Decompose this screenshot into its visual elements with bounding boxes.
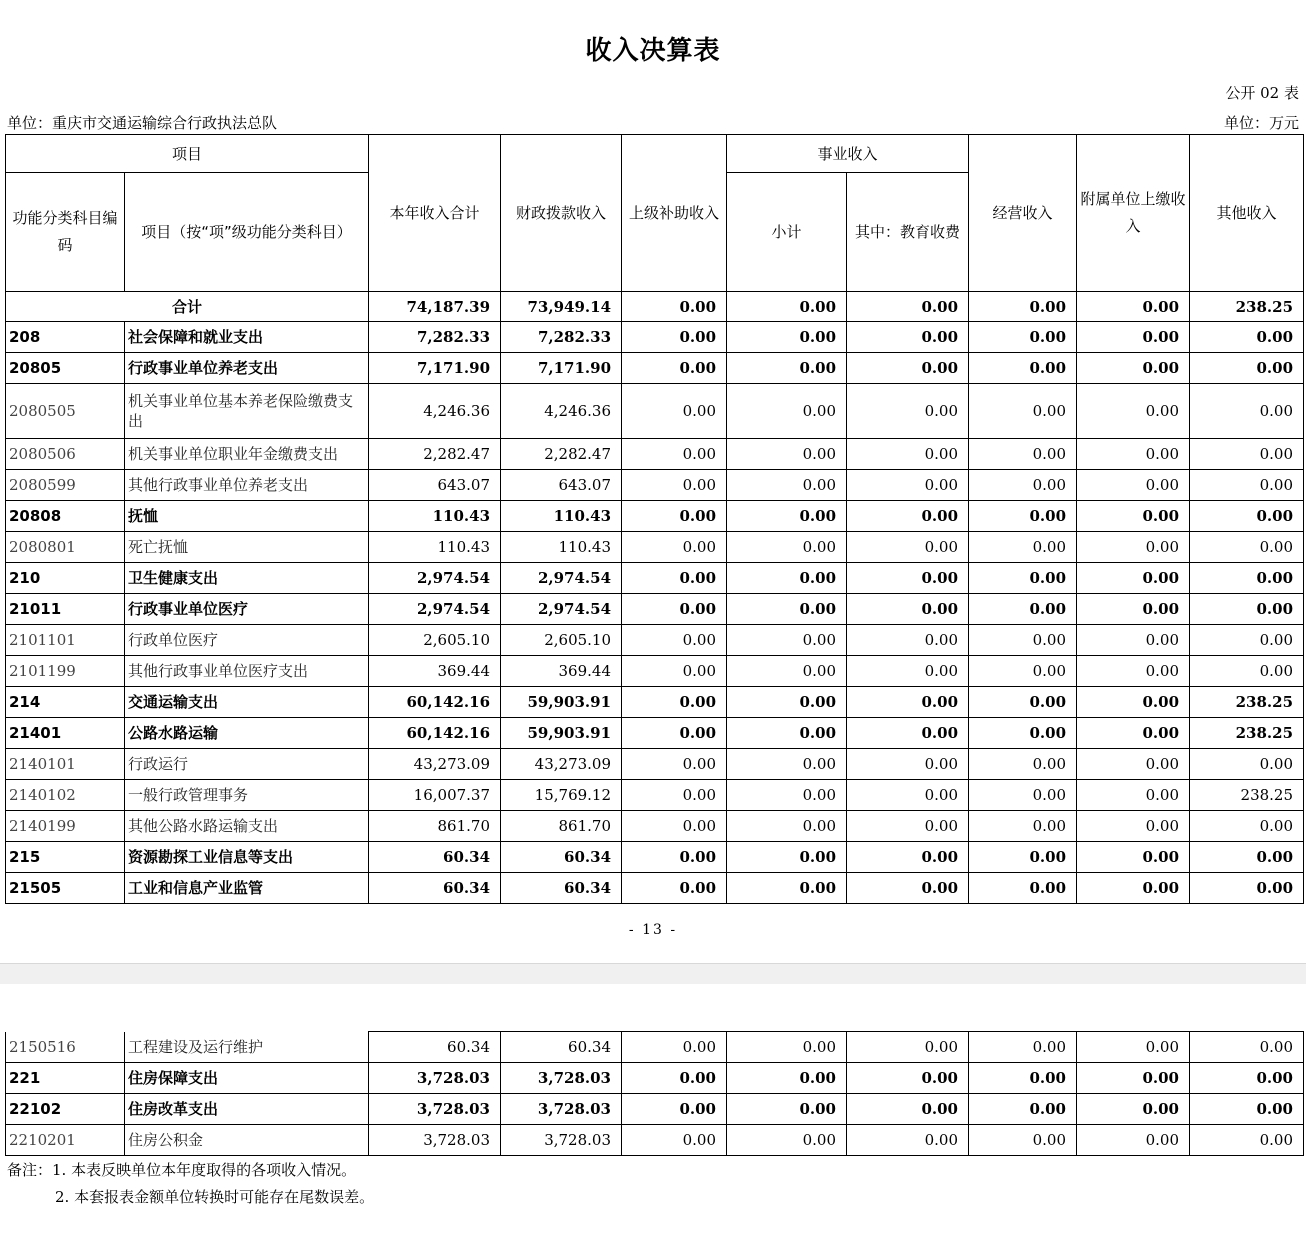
row-name: 公路水路运输 <box>125 718 369 749</box>
table-row <box>6 532 1304 563</box>
row-name: 行政事业单位养老支出 <box>125 353 369 384</box>
row-value: 0.00 <box>1190 1125 1304 1156</box>
row-value: 59,903.91 <box>501 687 622 718</box>
row-name: 工业和信息产业监管 <box>125 873 369 904</box>
row-value: 0.00 <box>969 322 1077 353</box>
row-code: 214 <box>6 687 125 718</box>
row-value: 0.00 <box>727 1063 847 1094</box>
sum-value: 0.00 <box>622 292 727 322</box>
row-name: 抚恤 <box>125 501 369 532</box>
row-value: 7,282.33 <box>501 322 622 353</box>
row-value: 0.00 <box>1190 563 1304 594</box>
row-value: 238.25 <box>1190 718 1304 749</box>
row-value: 0.00 <box>1077 384 1190 439</box>
row-value: 43,273.09 <box>369 749 501 780</box>
row-code: 221 <box>6 1063 125 1094</box>
row-code: 2101101 <box>6 625 125 656</box>
row-value: 0.00 <box>727 322 847 353</box>
table-row <box>6 718 1304 749</box>
row-value: 0.00 <box>727 1094 847 1125</box>
table-row <box>6 470 1304 501</box>
row-value: 0.00 <box>1077 687 1190 718</box>
row-value: 0.00 <box>1077 1125 1190 1156</box>
row-value: 3,728.03 <box>369 1125 501 1156</box>
row-value: 0.00 <box>622 873 727 904</box>
row-value: 4,246.36 <box>369 384 501 439</box>
row-value: 0.00 <box>969 594 1077 625</box>
unit-currency: 单位：万元 <box>1223 114 1299 132</box>
table-body-page-2 <box>6 1032 1304 1156</box>
row-value: 0.00 <box>847 501 969 532</box>
row-value: 0.00 <box>847 749 969 780</box>
row-value: 0.00 <box>1077 1063 1190 1094</box>
row-value: 0.00 <box>847 1094 969 1125</box>
row-value: 60.34 <box>501 842 622 873</box>
row-value: 0.00 <box>1190 873 1304 904</box>
sum-value: 0.00 <box>847 292 969 322</box>
table-row <box>6 1032 1304 1063</box>
row-value: 0.00 <box>727 353 847 384</box>
row-value: 0.00 <box>622 1094 727 1125</box>
row-value: 43,273.09 <box>501 749 622 780</box>
row-name: 机关事业单位职业年金缴费支出 <box>125 439 369 470</box>
table-row <box>6 322 1304 353</box>
row-value: 4,246.36 <box>501 384 622 439</box>
row-value: 861.70 <box>501 811 622 842</box>
header-operating: 经营收入 <box>969 135 1077 292</box>
row-value: 3,728.03 <box>369 1094 501 1125</box>
row-name: 交通运输支出 <box>125 687 369 718</box>
header-edu: 其中：教育收费 <box>847 173 969 292</box>
income-table-page-1 <box>5 134 1304 904</box>
row-value: 0.00 <box>1077 594 1190 625</box>
row-value: 0.00 <box>622 594 727 625</box>
row-value: 0.00 <box>622 718 727 749</box>
row-value: 60.34 <box>369 1032 501 1063</box>
header-total: 本年收入合计 <box>369 135 501 292</box>
row-name: 机关事业单位基本养老保险缴费支出 <box>125 384 369 439</box>
page-title: 收入决算表 <box>585 36 721 66</box>
row-name: 行政事业单位医疗 <box>125 594 369 625</box>
row-value: 2,974.54 <box>369 563 501 594</box>
row-value: 2,282.47 <box>369 439 501 470</box>
row-value: 0.00 <box>1077 625 1190 656</box>
row-value: 110.43 <box>501 532 622 563</box>
row-value: 0.00 <box>622 384 727 439</box>
row-value: 238.25 <box>1190 687 1304 718</box>
row-value: 0.00 <box>847 656 969 687</box>
table-row <box>6 780 1304 811</box>
row-value: 0.00 <box>622 656 727 687</box>
row-code: 21011 <box>6 594 125 625</box>
row-value: 369.44 <box>369 656 501 687</box>
row-code: 2080506 <box>6 439 125 470</box>
row-name: 资源勘探工业信息等支出 <box>125 842 369 873</box>
row-value: 0.00 <box>727 594 847 625</box>
table-row <box>6 563 1304 594</box>
row-value: 369.44 <box>501 656 622 687</box>
row-value: 3,728.03 <box>501 1125 622 1156</box>
row-code: 2101199 <box>6 656 125 687</box>
row-value: 110.43 <box>501 501 622 532</box>
row-value: 0.00 <box>969 470 1077 501</box>
form-number: 公开 02 表 <box>1225 84 1299 102</box>
table-row <box>6 1063 1304 1094</box>
row-value: 0.00 <box>727 625 847 656</box>
row-value: 0.00 <box>1190 532 1304 563</box>
row-value: 2,974.54 <box>501 594 622 625</box>
header-affiliated: 附属单位上缴收入 <box>1077 135 1190 292</box>
row-value: 0.00 <box>1190 1032 1304 1063</box>
row-value: 0.00 <box>1077 842 1190 873</box>
row-code: 2080599 <box>6 470 125 501</box>
row-value: 0.00 <box>1190 501 1304 532</box>
row-value: 0.00 <box>622 532 727 563</box>
header-other: 其他收入 <box>1190 135 1304 292</box>
row-value: 0.00 <box>1077 470 1190 501</box>
row-value: 0.00 <box>622 470 727 501</box>
row-value: 0.00 <box>622 1125 727 1156</box>
row-value: 643.07 <box>369 470 501 501</box>
row-code: 215 <box>6 842 125 873</box>
row-value: 0.00 <box>1077 749 1190 780</box>
row-value: 0.00 <box>622 811 727 842</box>
row-value: 0.00 <box>727 532 847 563</box>
row-value: 60,142.16 <box>369 718 501 749</box>
row-value: 0.00 <box>969 384 1077 439</box>
row-value: 0.00 <box>969 353 1077 384</box>
row-name: 住房保障支出 <box>125 1063 369 1094</box>
row-value: 0.00 <box>1190 1063 1304 1094</box>
row-value: 60.34 <box>501 1032 622 1063</box>
row-value: 0.00 <box>1190 656 1304 687</box>
income-table-page-2 <box>5 1031 1304 1156</box>
row-value: 0.00 <box>622 563 727 594</box>
row-value: 0.00 <box>1190 625 1304 656</box>
row-value: 0.00 <box>969 873 1077 904</box>
row-value: 0.00 <box>1077 811 1190 842</box>
row-name: 其他行政事业单位养老支出 <box>125 470 369 501</box>
row-value: 0.00 <box>847 322 969 353</box>
header-superior: 上级补助收入 <box>622 135 727 292</box>
row-value: 0.00 <box>1190 322 1304 353</box>
row-value: 0.00 <box>727 1125 847 1156</box>
row-value: 643.07 <box>501 470 622 501</box>
row-value: 238.25 <box>1190 780 1304 811</box>
page-separator <box>0 963 1306 984</box>
row-name: 行政单位医疗 <box>125 625 369 656</box>
row-value: 0.00 <box>1190 749 1304 780</box>
row-value: 0.00 <box>1190 811 1304 842</box>
row-value: 7,171.90 <box>369 353 501 384</box>
row-code: 20805 <box>6 353 125 384</box>
header-name: 项目（按“项”级功能分类科目） <box>125 173 369 292</box>
table-body-page-1 <box>6 322 1304 904</box>
row-code: 20808 <box>6 501 125 532</box>
sum-value: 0.00 <box>727 292 847 322</box>
row-value: 2,605.10 <box>501 625 622 656</box>
row-value: 0.00 <box>847 532 969 563</box>
row-value: 0.00 <box>847 1063 969 1094</box>
row-code: 2080505 <box>6 384 125 439</box>
table-row <box>6 1125 1304 1156</box>
row-value: 0.00 <box>847 842 969 873</box>
row-code: 21401 <box>6 718 125 749</box>
row-value: 0.00 <box>969 842 1077 873</box>
table-row <box>6 353 1304 384</box>
row-value: 0.00 <box>847 1032 969 1063</box>
page-number: - 13 - <box>628 922 678 938</box>
row-value: 0.00 <box>847 439 969 470</box>
row-name: 其他行政事业单位医疗支出 <box>125 656 369 687</box>
row-name: 住房公积金 <box>125 1125 369 1156</box>
header-project: 项目 <box>6 135 369 173</box>
row-code: 2080801 <box>6 532 125 563</box>
row-value: 0.00 <box>1190 439 1304 470</box>
table-row <box>6 842 1304 873</box>
row-value: 0.00 <box>847 811 969 842</box>
row-code: 2140101 <box>6 749 125 780</box>
row-value: 0.00 <box>622 749 727 780</box>
row-value: 0.00 <box>1077 656 1190 687</box>
header-fiscal: 财政拨款收入 <box>501 135 622 292</box>
row-value: 0.00 <box>847 353 969 384</box>
row-value: 0.00 <box>622 1032 727 1063</box>
row-value: 60.34 <box>369 842 501 873</box>
table-row <box>6 501 1304 532</box>
header-subtotal: 小计 <box>727 173 847 292</box>
row-value: 0.00 <box>622 625 727 656</box>
row-value: 0.00 <box>1077 780 1190 811</box>
table-row <box>6 749 1304 780</box>
row-value: 15,769.12 <box>501 780 622 811</box>
row-value: 0.00 <box>969 625 1077 656</box>
row-value: 0.00 <box>727 501 847 532</box>
row-value: 0.00 <box>1077 873 1190 904</box>
row-value: 0.00 <box>727 873 847 904</box>
row-value: 0.00 <box>1077 532 1190 563</box>
row-code: 2150516 <box>6 1032 125 1063</box>
row-value: 0.00 <box>1077 1094 1190 1125</box>
table-row <box>6 656 1304 687</box>
sum-value: 74,187.39 <box>369 292 501 322</box>
row-value: 0.00 <box>727 384 847 439</box>
row-value: 0.00 <box>1077 501 1190 532</box>
row-value: 2,974.54 <box>369 594 501 625</box>
sum-row <box>6 292 1304 322</box>
row-code: 2140102 <box>6 780 125 811</box>
row-value: 0.00 <box>622 322 727 353</box>
row-name: 一般行政管理事务 <box>125 780 369 811</box>
row-value: 0.00 <box>622 501 727 532</box>
row-value: 0.00 <box>727 439 847 470</box>
note-line-1: 备注：1. 本表反映单位本年度取得的各项收入情况。 <box>7 1161 357 1179</box>
note-line-2: 2. 本套报表金额单位转换时可能存在尾数误差。 <box>55 1188 375 1206</box>
row-value: 0.00 <box>847 625 969 656</box>
row-value: 0.00 <box>727 842 847 873</box>
row-value: 0.00 <box>969 1125 1077 1156</box>
row-code: 2140199 <box>6 811 125 842</box>
row-value: 0.00 <box>969 439 1077 470</box>
row-value: 3,728.03 <box>501 1063 622 1094</box>
row-value: 0.00 <box>969 780 1077 811</box>
row-value: 0.00 <box>969 501 1077 532</box>
row-value: 60.34 <box>501 873 622 904</box>
row-value: 0.00 <box>1190 384 1304 439</box>
row-value: 0.00 <box>847 563 969 594</box>
row-code: 210 <box>6 563 125 594</box>
header-code: 功能分类科目编码 <box>6 173 125 292</box>
row-value: 0.00 <box>727 470 847 501</box>
row-value: 0.00 <box>622 1063 727 1094</box>
row-value: 0.00 <box>847 1125 969 1156</box>
row-value: 0.00 <box>727 811 847 842</box>
row-value: 0.00 <box>969 718 1077 749</box>
row-value: 0.00 <box>1190 594 1304 625</box>
row-value: 0.00 <box>622 439 727 470</box>
row-name: 工程建设及运行维护 <box>125 1032 369 1063</box>
table-row <box>6 625 1304 656</box>
row-name: 卫生健康支出 <box>125 563 369 594</box>
row-value: 0.00 <box>847 718 969 749</box>
row-value: 110.43 <box>369 532 501 563</box>
row-value: 2,974.54 <box>501 563 622 594</box>
row-value: 0.00 <box>1077 563 1190 594</box>
row-value: 0.00 <box>1190 1094 1304 1125</box>
header-business: 事业收入 <box>727 135 969 173</box>
row-value: 0.00 <box>847 687 969 718</box>
row-value: 0.00 <box>847 780 969 811</box>
row-value: 2,605.10 <box>369 625 501 656</box>
row-value: 0.00 <box>727 749 847 780</box>
row-value: 60,142.16 <box>369 687 501 718</box>
row-value: 0.00 <box>847 873 969 904</box>
row-value: 0.00 <box>1077 718 1190 749</box>
row-value: 0.00 <box>622 842 727 873</box>
row-value: 0.00 <box>1190 842 1304 873</box>
table-row <box>6 873 1304 904</box>
sum-value: 0.00 <box>1077 292 1190 322</box>
row-value: 0.00 <box>727 563 847 594</box>
row-value: 0.00 <box>727 656 847 687</box>
row-value: 110.43 <box>369 501 501 532</box>
row-value: 861.70 <box>369 811 501 842</box>
row-value: 59,903.91 <box>501 718 622 749</box>
sum-label: 合计 <box>6 292 369 322</box>
sum-value: 73,949.14 <box>501 292 622 322</box>
row-value: 0.00 <box>847 384 969 439</box>
row-code: 22102 <box>6 1094 125 1125</box>
row-value: 0.00 <box>622 780 727 811</box>
row-value: 0.00 <box>1190 470 1304 501</box>
row-value: 0.00 <box>727 718 847 749</box>
row-value: 0.00 <box>969 749 1077 780</box>
row-value: 0.00 <box>622 353 727 384</box>
sum-value: 238.25 <box>1190 292 1304 322</box>
table-row <box>6 687 1304 718</box>
row-value: 0.00 <box>1077 439 1190 470</box>
row-code: 21505 <box>6 873 125 904</box>
row-value: 0.00 <box>847 594 969 625</box>
row-value: 0.00 <box>1077 322 1190 353</box>
row-value: 60.34 <box>369 873 501 904</box>
row-value: 0.00 <box>1077 353 1190 384</box>
row-value: 0.00 <box>969 1094 1077 1125</box>
row-value: 7,171.90 <box>501 353 622 384</box>
row-value: 0.00 <box>969 811 1077 842</box>
row-value: 3,728.03 <box>369 1063 501 1094</box>
row-value: 0.00 <box>969 687 1077 718</box>
row-value: 16,007.37 <box>369 780 501 811</box>
row-value: 0.00 <box>847 470 969 501</box>
row-name: 住房改革支出 <box>125 1094 369 1125</box>
row-name: 其他公路水路运输支出 <box>125 811 369 842</box>
table-row <box>6 439 1304 470</box>
table-row <box>6 384 1304 439</box>
row-code: 208 <box>6 322 125 353</box>
row-value: 0.00 <box>969 563 1077 594</box>
row-name: 死亡抚恤 <box>125 532 369 563</box>
table-row <box>6 1094 1304 1125</box>
table-row <box>6 811 1304 842</box>
row-value: 0.00 <box>727 780 847 811</box>
row-value: 0.00 <box>727 687 847 718</box>
row-value: 0.00 <box>1190 353 1304 384</box>
row-value: 0.00 <box>969 1063 1077 1094</box>
row-value: 0.00 <box>969 1032 1077 1063</box>
row-name: 行政运行 <box>125 749 369 780</box>
row-value: 0.00 <box>622 687 727 718</box>
row-value: 7,282.33 <box>369 322 501 353</box>
row-code: 2210201 <box>6 1125 125 1156</box>
row-value: 0.00 <box>1077 1032 1190 1063</box>
unit-organization: 单位：重庆市交通运输综合行政执法总队 <box>7 114 278 132</box>
row-value: 0.00 <box>727 1032 847 1063</box>
row-name: 社会保障和就业支出 <box>125 322 369 353</box>
row-value: 0.00 <box>969 656 1077 687</box>
table-row <box>6 594 1304 625</box>
row-value: 3,728.03 <box>501 1094 622 1125</box>
row-value: 2,282.47 <box>501 439 622 470</box>
row-value: 0.00 <box>969 532 1077 563</box>
sum-value: 0.00 <box>969 292 1077 322</box>
